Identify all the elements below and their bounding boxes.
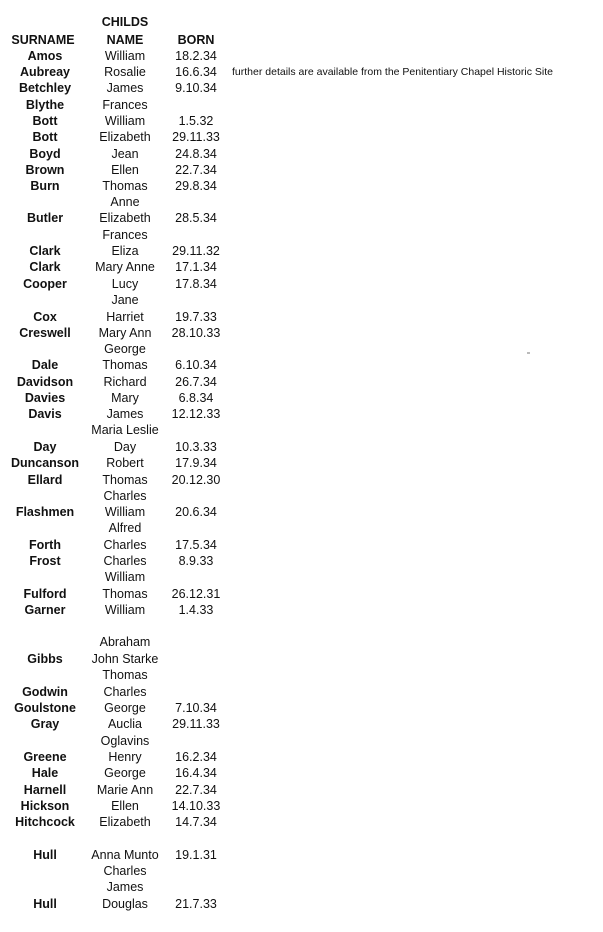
surname-cell: Gray xyxy=(30,717,60,731)
header-born: BORN xyxy=(177,33,215,47)
scan-speck xyxy=(527,352,530,354)
childs-name-cell: George xyxy=(104,701,146,715)
surname-cell: Blythe xyxy=(25,98,65,112)
header-childs: CHILDS xyxy=(101,15,149,29)
header-surname: SURNAME xyxy=(11,33,75,47)
born-cell: 12.12.33 xyxy=(171,407,221,421)
childs-name-cell: James xyxy=(106,880,144,894)
childs-name-cell: Anna Munto xyxy=(91,848,159,862)
surname-cell: Frost xyxy=(29,554,61,568)
childs-name-cell: Abraham xyxy=(99,635,151,649)
born-cell: 6.10.34 xyxy=(175,358,217,372)
born-cell: 26.12.31 xyxy=(171,587,221,601)
childs-name-cell: Anne xyxy=(110,195,140,209)
born-cell: 29.11.33 xyxy=(172,130,220,144)
surname-cell: Betchley xyxy=(18,81,72,95)
childs-name-cell: Richard xyxy=(103,375,147,389)
childs-name-cell: Thomas xyxy=(102,668,148,682)
surname-cell: Greene xyxy=(23,750,67,764)
childs-name-cell: Oglavins xyxy=(100,734,150,748)
surname-cell: Hull xyxy=(33,897,57,911)
childs-name-cell: Charles xyxy=(103,554,147,568)
childs-name-cell: Ellen xyxy=(111,799,139,813)
childs-name-cell: Robert xyxy=(106,456,144,470)
childs-name-cell: Elizabeth xyxy=(99,211,151,225)
surname-cell: Ellard xyxy=(27,473,63,487)
surname-cell: Creswell xyxy=(19,326,71,340)
surname-cell: Godwin xyxy=(22,685,68,699)
surname-cell: Hale xyxy=(31,766,59,780)
born-cell: 9.10.34 xyxy=(175,81,217,95)
surname-cell: Gibbs xyxy=(27,652,63,666)
born-cell: 1.4.33 xyxy=(178,603,214,617)
surname-cell: Bott xyxy=(32,114,58,128)
born-cell: 1.5.32 xyxy=(178,114,214,128)
born-cell: 7.10.34 xyxy=(175,701,217,715)
childs-name-cell: Lucy xyxy=(111,277,139,291)
born-cell: 22.7.34 xyxy=(175,783,217,797)
surname-cell: Davies xyxy=(24,391,66,405)
availability-note: further details are available from the Penitentiary Chapel Historic Site xyxy=(232,66,553,78)
surname-cell: Brown xyxy=(25,163,65,177)
childs-name-cell: Mary xyxy=(111,391,139,405)
childs-name-cell: Maria Leslie xyxy=(91,423,159,437)
childs-name-cell: Douglas xyxy=(102,897,148,911)
born-cell: 26.7.34 xyxy=(175,375,217,389)
childs-name-cell: Thomas xyxy=(102,473,148,487)
surname-cell: Dale xyxy=(31,358,59,372)
born-cell: 28.10.33 xyxy=(171,326,221,340)
childs-name-cell: George xyxy=(104,766,146,780)
childs-name-cell: William xyxy=(104,505,146,519)
surname-cell: Aubreay xyxy=(19,65,71,79)
childs-name-cell: Elizabeth xyxy=(99,130,151,144)
childs-name-cell: Henry xyxy=(108,750,142,764)
childs-name-cell: Rosalie xyxy=(104,65,146,79)
surname-cell: Butler xyxy=(26,211,64,225)
born-cell: 29.11.33 xyxy=(172,717,220,731)
surname-cell: Clark xyxy=(29,260,61,274)
born-cell: 29.8.34 xyxy=(175,179,217,193)
born-cell: 20.6.34 xyxy=(175,505,217,519)
childs-name-cell: William xyxy=(104,114,146,128)
surname-cell: Duncanson xyxy=(10,456,80,470)
surname-cell: Davidson xyxy=(16,375,74,389)
childs-name-cell: Thomas xyxy=(102,179,148,193)
surname-cell: Clark xyxy=(29,244,61,258)
surname-cell: Hull xyxy=(33,848,57,862)
childs-name-cell: Marie Ann xyxy=(96,783,154,797)
childs-name-cell: Frances xyxy=(102,98,148,112)
childs-name-cell: Eliza xyxy=(111,244,139,258)
childs-name-cell: Frances xyxy=(102,228,148,242)
childs-name-cell: Harriet xyxy=(106,310,144,324)
born-cell: 17.9.34 xyxy=(175,456,217,470)
childs-name-cell: Mary Ann xyxy=(98,326,152,340)
born-cell: 17.8.34 xyxy=(175,277,217,291)
surname-cell: Amos xyxy=(27,49,63,63)
childs-name-cell: William xyxy=(104,603,146,617)
born-cell: 6.8.34 xyxy=(178,391,214,405)
childs-name-cell: Charles xyxy=(103,538,147,552)
born-cell: 29.11.32 xyxy=(172,244,220,258)
born-cell: 21.7.33 xyxy=(175,897,217,911)
born-cell: 19.1.31 xyxy=(175,848,217,862)
surname-cell: Boyd xyxy=(29,147,61,161)
surname-cell: Davis xyxy=(28,407,62,421)
childs-name-cell: Auclia xyxy=(107,717,143,731)
surname-cell: Bott xyxy=(32,130,58,144)
childs-name-cell: Day xyxy=(113,440,137,454)
born-cell: 14.7.34 xyxy=(175,815,217,829)
surname-cell: Day xyxy=(33,440,57,454)
surname-cell: Flashmen xyxy=(15,505,75,519)
surname-cell: Cox xyxy=(33,310,57,324)
born-cell: 14.10.33 xyxy=(171,799,221,813)
born-cell: 18.2.34 xyxy=(175,49,217,63)
born-cell: 28.5.34 xyxy=(175,211,217,225)
childs-name-cell: Elizabeth xyxy=(99,815,151,829)
born-cell: 17.1.34 xyxy=(175,260,217,274)
childs-name-cell: Alfred xyxy=(108,521,142,535)
childs-name-cell: William xyxy=(104,570,146,584)
childs-name-cell: Thomas xyxy=(102,358,148,372)
surname-cell: Forth xyxy=(29,538,61,552)
childs-name-cell: John Starke xyxy=(91,652,159,666)
surname-cell: Burn xyxy=(30,179,60,193)
childs-name-cell: William xyxy=(104,49,146,63)
born-cell: 17.5.34 xyxy=(175,538,217,552)
childs-name-cell: Charles xyxy=(103,685,147,699)
surname-cell: Fulford xyxy=(23,587,67,601)
childs-name-cell: Ellen xyxy=(111,163,139,177)
childs-name-cell: Jane xyxy=(111,293,139,307)
born-cell: 8.9.33 xyxy=(178,554,214,568)
surname-cell: Hitchcock xyxy=(15,815,75,829)
header-name: NAME xyxy=(106,33,144,47)
surname-cell: Harnell xyxy=(23,783,67,797)
childs-name-cell: Charles xyxy=(103,864,147,878)
surname-cell: Garner xyxy=(24,603,66,617)
childs-name-cell: James xyxy=(106,407,144,421)
born-cell: 22.7.34 xyxy=(175,163,217,177)
childs-name-cell: Jean xyxy=(111,147,139,161)
born-cell: 19.7.33 xyxy=(175,310,217,324)
born-cell: 16.6.34 xyxy=(175,65,217,79)
born-cell: 10.3.33 xyxy=(175,440,217,454)
born-cell: 24.8.34 xyxy=(175,147,217,161)
born-cell: 16.2.34 xyxy=(175,750,217,764)
surname-cell: Goulstone xyxy=(14,701,76,715)
childs-name-cell: Thomas xyxy=(102,587,148,601)
born-cell: 16.4.34 xyxy=(175,766,217,780)
childs-name-cell: George xyxy=(104,342,146,356)
childs-name-cell: Mary Anne xyxy=(95,260,155,274)
childs-name-cell: Charles xyxy=(103,489,147,503)
surname-cell: Hickson xyxy=(20,799,70,813)
childs-name-cell: James xyxy=(106,81,144,95)
born-cell: 20.12.30 xyxy=(171,473,221,487)
surname-cell: Cooper xyxy=(23,277,67,291)
